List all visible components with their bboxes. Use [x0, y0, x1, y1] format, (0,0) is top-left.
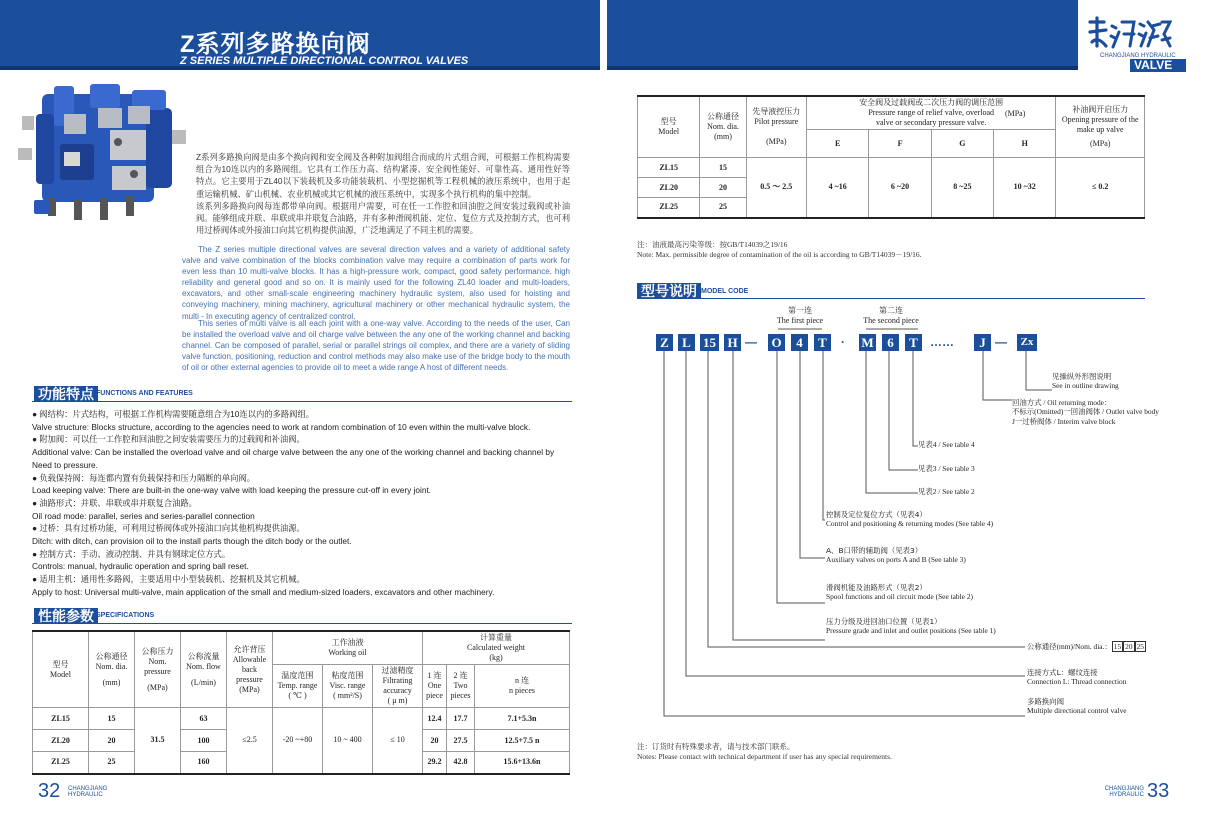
rt-th-dia-en: Nom. dia. [707, 122, 739, 131]
th-visc-en: Visc. range [329, 681, 366, 690]
page-number-right: 33 [1147, 780, 1170, 802]
cell-flow: 100 [181, 730, 227, 752]
first-piece-cn: 第一连 [788, 306, 812, 315]
rt-th-pilot-cn: 先导液控压力 [752, 107, 801, 116]
cell-two: 42.8 [447, 752, 475, 774]
rt-th-range-cn: 安全阀及过载阀或二次压力阀的调压范围 [859, 98, 1004, 107]
th-flow-cn: 公称流量 [187, 651, 220, 661]
rt-th-dia-unit: (mm) [714, 132, 732, 141]
th-back-unit: (MPa) [239, 684, 260, 694]
rt-cell-model: ZL20 [638, 178, 700, 198]
expl-outline-en: See in outline drawing [1052, 381, 1119, 391]
th-one-en: One piece [426, 681, 443, 700]
rt-cell-model: ZL25 [638, 198, 700, 218]
cell-dia: 15 [89, 708, 135, 730]
code-box-o: O [768, 334, 785, 351]
rt-th-pilot-en: Pilot pressure [754, 117, 799, 126]
th-model-en: Model [50, 669, 71, 679]
feature-line: Apply to host: Universal multi-valve, main application of the small and medium-sized loaders, excavators and other machinery. [32, 586, 495, 597]
cell-two: 27.5 [447, 730, 475, 752]
th-back-en: Allowable back pressure [232, 654, 267, 684]
order-note-cn: 注：订货时有特殊要求者，请与技术部门联系。 [637, 742, 795, 751]
th-weight-cn: 计算重量 [480, 633, 512, 642]
rt-th-e: E [806, 130, 868, 158]
th-n-cn: n 连 [515, 676, 529, 685]
logo-subtitle: CHANGJIANG HYDRAULIC [1100, 53, 1176, 59]
th-dia-cn: 公称通径 [95, 651, 128, 661]
footer-brand-right [1098, 786, 1144, 798]
cell-model: ZL15 [33, 708, 89, 730]
rt-cell-makeup: ≤ 0.2 [1056, 158, 1145, 218]
code-dash-2: — [995, 335, 1007, 349]
expl-table3: 见表3 / See table 3 [918, 464, 975, 473]
code-box-z: Z [656, 334, 673, 351]
feature-line: ● 控制方式：手动、液动控制、并具有钢球定位方式。 [32, 548, 231, 559]
relief-note-cn: 注：油液最高污染等级：按GB/T14039之19/16 [637, 240, 788, 249]
th-temp-en: Temp. range [277, 681, 318, 690]
expl-spool [826, 583, 973, 602]
first-piece-en: The first piece [776, 316, 824, 325]
code-dot: · [841, 335, 845, 349]
feature-line: ● 阀结构：片式结构，可根据工作机构需要随意组合为10连以内的多路阀组。 [32, 409, 315, 419]
second-piece-en: The second piece [863, 316, 919, 325]
rt-cell-f: 6 ~20 [869, 158, 931, 218]
expl-aux-en: Auxiliary valves on ports A and B (See table 3) [826, 555, 966, 565]
expl-dia-val: 20 [1125, 642, 1133, 651]
cell-one: 29.2 [423, 752, 447, 774]
expl-control [826, 510, 993, 529]
th-oil-en: Working oil [328, 648, 367, 657]
th-dia-en: Nom. dia. [95, 661, 128, 671]
expl-outline [1052, 372, 1119, 391]
th-weight-unit: (kg) [489, 653, 503, 662]
rt-th-makeup-en: Opening pressure of the make up valve [1061, 115, 1139, 134]
specs-heading-en: SPECIFICATIONS [96, 612, 155, 619]
rt-cell-h: 10 ~32 [994, 158, 1056, 218]
intro-cn-paragraph-2: 该系列多路换向阀每连都带单向阀。根据用户需要，可在任一工作腔和回油腔之间安装过载阀或补油阀。能够组成并联、串联或串并联复合油路，并有多种滑阀机能、定位、复位方式及控制方式，也可利用过桥阀体或外接油口向其它机构提供油源，广泛地满足了不同主机的需要。 [196, 201, 570, 236]
cell-n: 12.5+7.5 n [475, 730, 570, 752]
features-heading-cn: 功能特点 [34, 386, 98, 402]
page-number-left: 32 [38, 780, 61, 802]
code-box-j: J [974, 334, 991, 351]
cell-n: 7.1+5.3n [475, 708, 570, 730]
code-box-m: M [859, 334, 876, 351]
th-weight-en: Calculated weight [467, 643, 525, 652]
th-flow-unit: (L/min) [191, 677, 216, 687]
th-one-cn: 1 连 [427, 671, 442, 680]
rt-th-makeup-cn: 补油阀开启压力 [1072, 105, 1129, 114]
cell-filt: ≤ 10 [373, 708, 423, 774]
code-box-6: 6 [882, 334, 899, 351]
intro-en-paragraph-2: This series of multi valve is all each joint with a one-way valve. According to the needs of the user, Can be installed the overload valve and oil charge valve between the any one of the working channel and backing channel. Can be composed of parallel, serial or parallel strings oil complex, and there are a variety of sliding valve function, positioning, reduction and control methods may also make use of the bridge body to the mouth of oil or other external agencies to provide oil to meet a wide range A host of different needs. [182, 319, 570, 373]
th-dia-unit: (mm) [102, 677, 121, 687]
feature-line: Additional valve: Can be installed the overload valve and oil charge valve between the any one of the working channel and backing channel by Need to pressure. [32, 447, 555, 470]
feature-line: Load keeping valve: There are built-in the one-way valve with load keeping the pressure cut-off in every joint. [32, 485, 432, 496]
th-two-cn: 2 连 [453, 671, 468, 680]
cell-flow: 160 [181, 752, 227, 774]
expl-connection [1027, 668, 1126, 687]
expl-spool-en: Spool functions and oil circuit mode (See table 2) [826, 592, 973, 602]
cell-flow: 63 [181, 708, 227, 730]
expl-control-cn: 控制及定位复位方式（见表4） [826, 510, 927, 519]
cell-temp: -20 ~+80 [273, 708, 323, 774]
expl-aux-cn: A、B口带的辅助阀（见表3） [826, 546, 923, 555]
footer-brand-left [68, 786, 107, 798]
feature-line: ● 油路形式：并联、串联或串并联复合油路。 [32, 497, 197, 508]
expl-return [1012, 398, 1159, 426]
expl-spool-cn: 滑阀机能及油路形式（见表2） [826, 583, 927, 592]
th-visc-cn: 粘度范围 [331, 671, 364, 680]
code-box-dia: 15 [700, 334, 719, 351]
rt-th-pilot-unit: (MPa) [766, 137, 787, 146]
order-note [637, 742, 892, 762]
expl-dia-val: 15 [1113, 642, 1122, 651]
expl-dia [1027, 642, 1146, 651]
rt-cell-dia: 25 [700, 198, 746, 218]
feature-line: Valve structure: Blocks structure, according to the agencies need to work at random combination of 10 even within the multi-valve block. [32, 421, 531, 432]
feature-line: Controls: manual, hydraulic operation and spring ball reset. [32, 561, 249, 572]
rt-cell-model: ZL15 [638, 158, 700, 178]
footer-brand-1: CHANGJIANG [68, 786, 108, 792]
expl-return-3: J一过桥阀体 / Interim valve block [1012, 416, 1116, 426]
expl-pressure-en: Pressure grade and inlet and outlet positions (See table 1) [826, 626, 996, 636]
rt-th-g: G [931, 130, 993, 158]
rt-cell-g: 8 ~25 [931, 158, 993, 218]
cell-one: 20 [423, 730, 447, 752]
th-visc-unit: ( mm²/S) [333, 691, 362, 700]
expl-dia-val: 25 [1136, 642, 1144, 651]
expl-connection-en: Connection L: Thread connection [1027, 677, 1127, 687]
code-box-zx: Zx [1017, 334, 1037, 351]
code-box-l: L [678, 334, 695, 351]
th-temp-cn: 温度范围 [281, 671, 314, 680]
rt-th-range-unit: (MPa) [1004, 109, 1026, 118]
th-oil-cn: 工作油液 [331, 638, 364, 647]
footer-brand-2: HYDRAULIC [1109, 792, 1144, 798]
expl-multivalve [1027, 697, 1127, 716]
feature-line: ● 适用主机：通用性多路阀，主要适用中小型装载机、挖掘机及其它机械。 [32, 574, 305, 585]
rt-th-model-cn: 型号 [660, 117, 677, 126]
model-code-heading-en: MODEL CODE [701, 288, 749, 295]
cell-visc: 10 ~ 400 [323, 708, 373, 774]
model-code-heading-cn: 型号说明 [637, 283, 701, 299]
expl-dia-label: 公称通径(mm)/Nom. dia.： [1027, 642, 1112, 651]
expl-connection-cn: 连接方式L：螺纹连接 [1027, 668, 1098, 677]
page-title: Z系列多路换向阀 [180, 31, 371, 58]
code-box-h: H [724, 334, 741, 351]
order-note-en: Notes: Please contact with technical department if user has any special requirements. [637, 752, 892, 761]
rt-th-dia-cn: 公称通径 [706, 112, 739, 121]
specs-heading-cn: 性能参数 [34, 608, 98, 624]
rt-th-f: F [869, 130, 931, 158]
cell-pressure: 31.5 [135, 708, 181, 774]
rt-th-range-en: Pressure range of relief valve, overload valve or secondary pressure valve. [868, 108, 995, 127]
th-flow-en: Nom. flow [186, 661, 221, 671]
code-box-t2: T [905, 334, 922, 351]
code-box-t1: T [814, 334, 831, 351]
footer-brand-1: CHANGJIANG [1104, 786, 1144, 792]
code-dash: — [745, 335, 757, 349]
feature-line: Ditch: with ditch, can provision oil to the install parts though the ditch body or the outlet. [32, 536, 352, 547]
intro-cn-paragraph-1: Z系列多路换向阀是由多个换向阀和安全阀及各种附加阀组合而成的片式组合阀，可根据工作机构需要组合为10连以内的多路阀组。它具有工作压力高、结构紧凑、安全阀性能好、可靠性高、通用性好等特点。它主要用于ZL40以下装载机及多功能装载机、小型挖掘机等工程机械的液压系统中，也用于起重运输机械、矿山机械、农业机械或其它机械的液压系统中，实现多个执行机构的集中控制。 [196, 152, 570, 199]
cell-back: ≤2.5 [227, 708, 273, 774]
rt-th-model-en: Model [658, 127, 680, 136]
th-filt-unit: ( μ m) [387, 696, 408, 705]
expl-multivalve-en: Multiple directional control valve [1027, 706, 1127, 716]
expl-return-2: 不标示(Omitted)一回油阀体 / Outlet valve body [1012, 407, 1159, 417]
expl-pressure [826, 617, 996, 636]
rt-cell-dia: 15 [700, 158, 746, 178]
cell-two: 17.7 [447, 708, 475, 730]
expl-table2: 见表2 / See table 2 [918, 487, 975, 496]
cell-model: ZL20 [33, 730, 89, 752]
expl-pressure-cn: 压力分级及进回油口位置（见表1） [826, 617, 942, 626]
rt-th-h: H [994, 130, 1056, 158]
th-model-cn: 型号 [52, 659, 69, 669]
th-press-unit: (MPa) [147, 682, 168, 692]
expl-control-en: Control and positioning & returning modes (See table 4) [826, 519, 994, 529]
cell-one: 12.4 [423, 708, 447, 730]
feature-line: ● 附加阀：可以任一工作腔和回油腔之间安装需要压力的过载阀和补油阀。 [32, 434, 305, 445]
feature-line: ● 过桥：具有过桥功能，可利用过桥阀体或外接油口向其他机构提供油源。 [32, 523, 305, 534]
expl-aux [826, 546, 966, 565]
th-press-cn: 公称压力 [141, 646, 174, 656]
intro-en-paragraph-1: The Z series multiple directional valves are several direction valves and a variety of additional safety valve and valve combination of the blocks combination valve may require a combination of parts work for even less than 10 multi-valve blocks. It has a high-pressure work, compact, good safety performance, high reliability and general good and so on. It is mainly used for the following ZL40 loader and multi-loaders, excavators, and other small-scale engineering machinery hydraulic system, also used for hoisting and conveying machinery, mining machinery, agricultural machinery or other mechanical hydraulic system, the multi - In executing agency of centralized control. [182, 245, 570, 321]
rt-cell-dia: 20 [700, 178, 746, 198]
th-filt-en: Filtrating accuracy [382, 676, 413, 695]
cell-n: 15.6+13.6n [475, 752, 570, 774]
expl-outline-cn: 见操纵外形图说明 [1052, 372, 1112, 381]
second-piece-cn: 第二连 [879, 306, 903, 315]
code-box-4: 4 [791, 334, 808, 351]
th-temp-unit: ( ℃ ) [288, 691, 307, 700]
th-two-en: Two pieces [450, 681, 471, 700]
page-subtitle: Z SERIES MULTIPLE DIRECTIONAL CONTROL VALVES [180, 55, 469, 67]
expl-multivalve-cn: 多路换向阀 [1027, 697, 1064, 706]
cell-dia: 25 [89, 752, 135, 774]
expl-return-1: 回油方式 / Oil returning mode： [1012, 398, 1112, 407]
th-back-cn: 允许背压 [233, 644, 266, 654]
rt-cell-pilot: 0.5 ～ 2.5 [746, 158, 806, 218]
expl-table4: 见表4 / See table 4 [918, 440, 975, 449]
rt-th-makeup-unit: (MPa) [1089, 139, 1111, 148]
cell-model: ZL25 [33, 752, 89, 774]
th-filt-cn: 过滤精度 [381, 666, 414, 675]
logo-valve-tag: VALVE [1130, 59, 1186, 72]
footer-brand-2: HYDRAULIC [68, 792, 103, 798]
feature-line: Oil road mode: parallel, series and series-parallel connection [32, 510, 255, 521]
feature-line: ● 负载保持阀：每连都内置有负载保持和压力隔断的单向阀。 [32, 472, 256, 483]
code-ellipsis: …… [930, 335, 954, 349]
th-press-en: Nom. pressure [144, 656, 171, 676]
features-heading-en: FUNCTIONS AND FEATURES [96, 390, 193, 397]
rt-cell-e: 4 ~16 [806, 158, 868, 218]
cell-dia: 20 [89, 730, 135, 752]
th-n-en: n pieces [509, 686, 535, 695]
relief-note-en: Note: Max. permissible degree of contamination of the oil is according to GB/T14039－19/16. [637, 250, 922, 259]
